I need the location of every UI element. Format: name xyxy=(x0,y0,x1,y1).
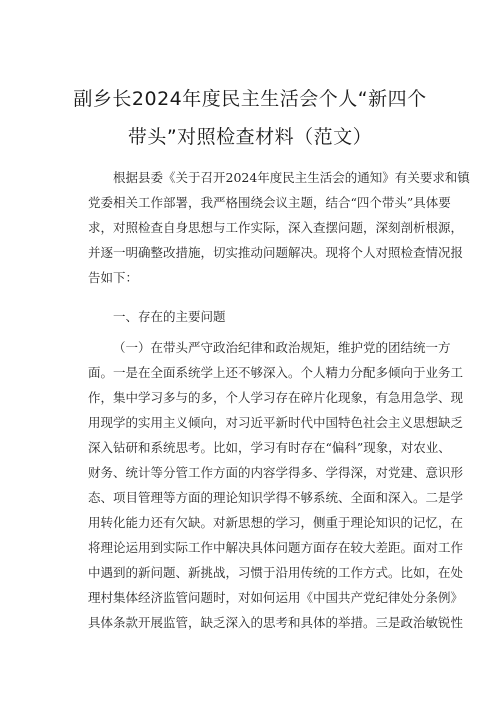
paragraph-body-line: 将理论运用到实际工作中解决具体问题方面存在较大差距。面对工作 xyxy=(88,540,464,555)
paragraph-body-line: 态、项目管理等方面的理论知识学得不够系统、全面和深入。二是学 xyxy=(88,490,464,505)
paragraph-intro-line: 党委相关工作部署，我严格围绕会议主题，结合“四个带头”具体要 xyxy=(88,195,451,210)
paragraph-body-line: 具体条款开展监管，缺乏深入的思考和具体的举措。三是政治敏锐性 xyxy=(88,615,464,630)
paragraph-intro-line: 告如下： xyxy=(88,270,139,285)
paragraph-body-line: （一）在带头严守政治纪律和政治规矩，维护党的团结统一方 xyxy=(113,340,451,355)
paragraph-body-line: 理村集体经济监管问题时，对如何运用《中国共产党纪律处分条例》 xyxy=(88,590,464,605)
paragraph-body-line: 财务、统计等分管工作方面的内容学得多、学得深，对党建、意识形 xyxy=(88,465,464,480)
paragraph-body-line: 中遇到的新问题、新挑战，习惯于沿用传统的工作方式。比如，在处 xyxy=(88,565,464,580)
paragraph-body-line: 用转化能力还有欠缺。对新思想的学习，侧重于理论知识的记忆，在 xyxy=(88,515,464,530)
paragraph-body-line: 用现学的实用主义倾向，对习近平新时代中国特色社会主义思想缺乏 xyxy=(88,415,464,430)
section-heading: 一、存在的主要问题 xyxy=(113,309,226,324)
paragraph-body-line: 深入钻研和系统思考。比如，学习有时存在“偏科”现象，对农业、 xyxy=(88,440,451,455)
paragraph-intro-line: 求，对照检查自身思想与工作实际，深入查摆问题，深刻剖析根源， xyxy=(88,220,464,235)
document-title-line-1: 副乡长2024年度民主生活会个人“新四个 xyxy=(73,88,427,110)
paragraph-intro-line: 根据县委《关于召开2024年度民主生活会的通知》有关要求和镇 xyxy=(113,170,470,185)
document-title-line-2: 带头”对照检查材料（范文） xyxy=(127,126,373,148)
paragraph-body-line: 面。一是在全面系统学上还不够深入。个人精力分配多倾向于业务工 xyxy=(88,365,464,380)
paragraph-body-line: 作，集中学习多与的多，个人学习存在碎片化现象，有急用急学、现 xyxy=(88,390,464,405)
paragraph-intro-line: 并逐一明确整改措施，切实推动问题解决。现将个人对照检查情况报 xyxy=(88,245,464,260)
